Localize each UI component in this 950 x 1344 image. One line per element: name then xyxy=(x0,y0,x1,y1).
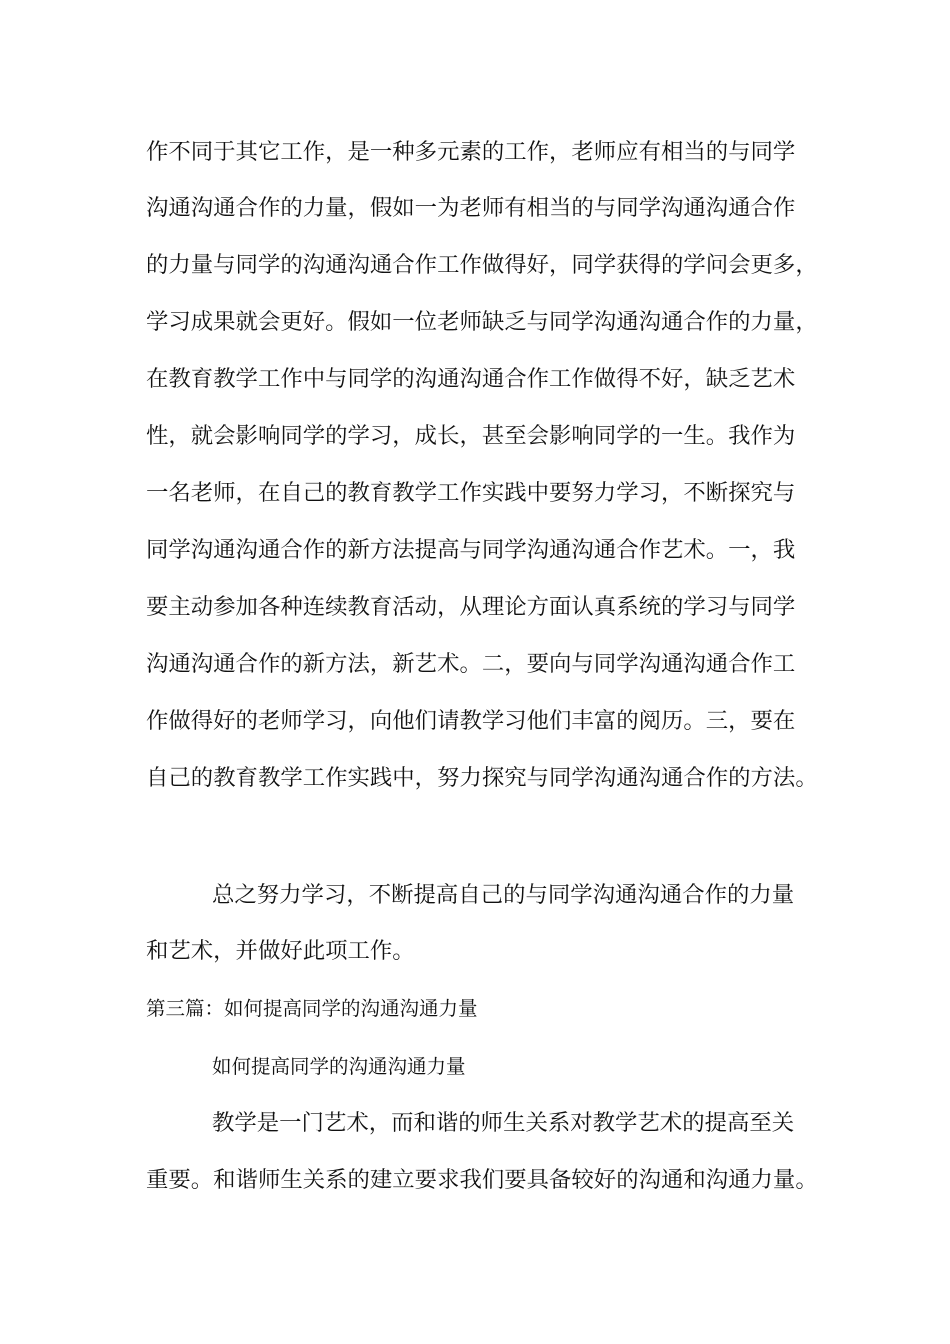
paragraph-line: 学习成果就会更好。假如一位老师缺乏与同学沟通沟通合作的力量， xyxy=(146,309,818,335)
paragraph-line: 沟通沟通合作的力量，假如一为老师有相当的与同学沟通沟通合作 xyxy=(146,195,796,221)
paragraph-line: 自己的教育教学工作实践中，努力探究与同学沟通沟通合作的方法。 xyxy=(146,765,818,791)
paragraph-line: 作不同于其它工作，是一种多元素的工作，老师应有相当的与同学 xyxy=(146,139,796,165)
section-subtitle: 如何提高同学的沟通沟通力量 xyxy=(212,1055,466,1078)
paragraph-line: 总之努力学习，不断提高自己的与同学沟通沟通合作的力量 xyxy=(212,882,795,908)
paragraph-line: 同学沟通沟通合作的新方法提高与同学沟通沟通合作艺术。一，我 xyxy=(146,537,796,563)
paragraph-line: 作做得好的老师学习，向他们请教学习他们丰富的阅历。三，要在 xyxy=(146,708,796,734)
paragraph-line: 的力量与同学的沟通沟通合作工作做得好，同学获得的学问会更多， xyxy=(146,252,818,278)
paragraph-line: 一名老师，在自己的教育教学工作实践中要努力学习，不断探究与 xyxy=(146,480,796,506)
paragraph-line: 性，就会影响同学的学习，成长，甚至会影响同学的一生。我作为 xyxy=(146,423,796,449)
paragraph-line: 和艺术，并做好此项工作。 xyxy=(146,938,415,964)
paragraph-line: 在教育教学工作中与同学的沟通沟通合作工作做得不好，缺乏艺术 xyxy=(146,366,796,392)
paragraph-line: 教学是一门艺术，而和谐的师生关系对教学艺术的提高至关 xyxy=(212,1110,795,1136)
paragraph-line: 沟通沟通合作的新方法，新艺术。二，要向与同学沟通沟通合作工 xyxy=(146,651,796,677)
section-heading: 第三篇：如何提高同学的沟通沟通力量 xyxy=(146,997,478,1020)
paragraph-line: 重要。和谐师生关系的建立要求我们要具备较好的沟通和沟通力量。 xyxy=(146,1167,818,1193)
paragraph-line: 要主动参加各种连续教育活动，从理论方面认真系统的学习与同学 xyxy=(146,594,796,620)
